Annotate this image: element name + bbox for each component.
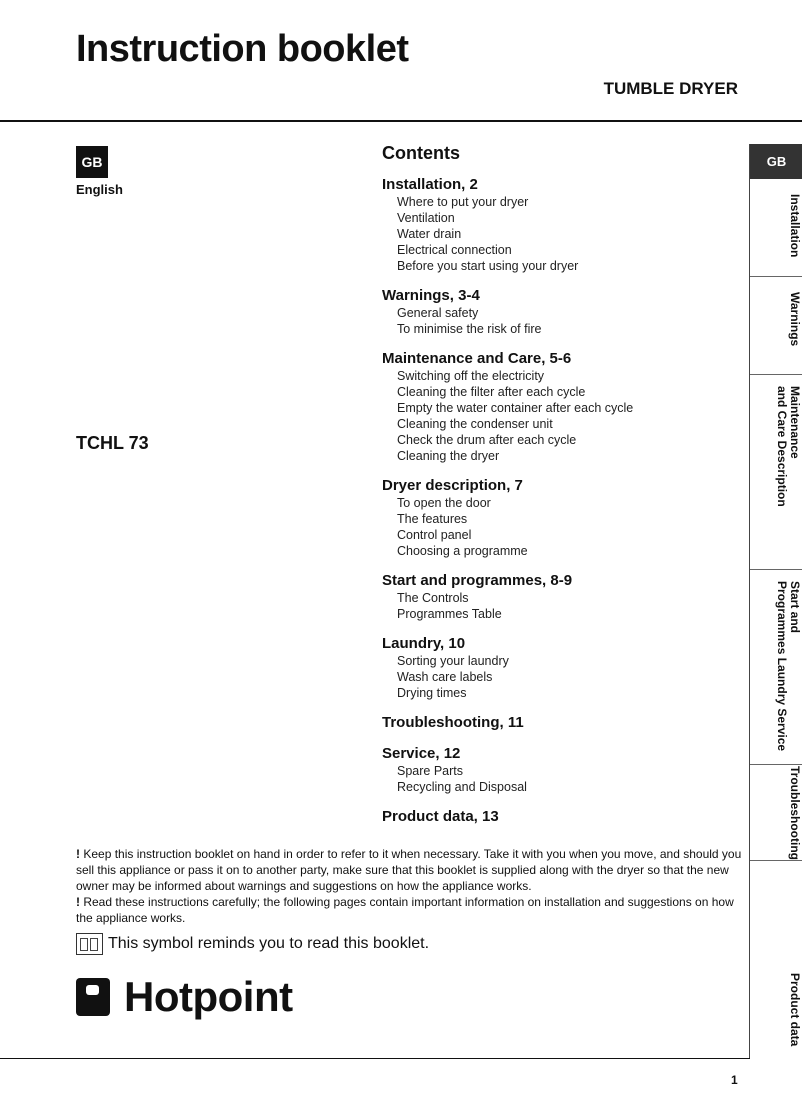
contents-section-title[interactable]: Laundry, 10 bbox=[382, 635, 466, 652]
top-divider bbox=[0, 120, 802, 122]
contents-section bbox=[382, 287, 742, 337]
contents-item[interactable]: Drying times bbox=[397, 686, 467, 700]
contents-section-title[interactable]: Service, 12 bbox=[382, 745, 461, 762]
contents-section bbox=[382, 714, 742, 732]
sidebar-tab-troubleshooting[interactable] bbox=[750, 765, 802, 861]
bottom-divider bbox=[0, 1058, 750, 1059]
contents-item[interactable]: Choosing a programme bbox=[397, 544, 528, 558]
book-page-left bbox=[80, 938, 88, 951]
contents-item[interactable]: Water drain bbox=[397, 227, 462, 241]
contents-item[interactable]: To minimise the risk of fire bbox=[397, 322, 542, 336]
language-name: English bbox=[76, 182, 123, 197]
note-keep-booklet bbox=[76, 846, 742, 894]
book-page-right bbox=[90, 938, 98, 951]
contents-section bbox=[382, 572, 742, 622]
contents-item[interactable]: Sorting your laundry bbox=[397, 654, 509, 668]
sidebar-tab-label: Product data bbox=[788, 973, 802, 1047]
sidebar-tab-label: Warnings bbox=[788, 292, 802, 347]
sidebar-tab-label: Troubleshooting bbox=[788, 766, 802, 860]
sidebar-tab-maintenance-description[interactable] bbox=[750, 375, 802, 570]
table-of-contents bbox=[382, 142, 742, 839]
hotpoint-mark-dot bbox=[86, 985, 99, 995]
note-text: Read these instructions carefully; the following pages contain important information on installation and suggestions on how the appliance works. bbox=[76, 895, 734, 925]
contents-item[interactable]: Where to put your dryer bbox=[397, 195, 529, 209]
contents-sections bbox=[382, 176, 742, 826]
contents-section-title[interactable]: Start and programmes, 8-9 bbox=[382, 572, 573, 589]
sidebar-tab-start-laundry-service[interactable] bbox=[750, 570, 802, 765]
contents-section-title[interactable]: Maintenance and Care, 5-6 bbox=[382, 350, 572, 367]
model-number: TCHL 73 bbox=[76, 433, 149, 453]
brand-logo bbox=[76, 974, 293, 1020]
contents-section bbox=[382, 635, 742, 701]
contents-item[interactable]: Before you start using your dryer bbox=[397, 259, 579, 273]
page-number: 1 bbox=[731, 1073, 738, 1087]
contents-item[interactable]: Switching off the electricity bbox=[397, 369, 545, 383]
contents-section bbox=[382, 808, 742, 826]
contents-item[interactable]: Control panel bbox=[397, 528, 472, 542]
page-title: Instruction booklet bbox=[76, 28, 409, 70]
sidebar-tab-label: Start and Programmes Laundry Service bbox=[775, 581, 802, 752]
contents-section-title[interactable]: Warnings, 3-4 bbox=[382, 287, 480, 304]
contents-item[interactable]: The Controls bbox=[397, 591, 469, 605]
section-tabs-sidebar bbox=[749, 144, 802, 1058]
contents-item[interactable]: Check the drum after each cycle bbox=[397, 433, 577, 447]
contents-section bbox=[382, 745, 742, 795]
sidebar-tab-product-data[interactable] bbox=[750, 958, 802, 1058]
contents-item[interactable]: Ventilation bbox=[397, 211, 455, 225]
product-type: TUMBLE DRYER bbox=[603, 79, 738, 98]
open-book-icon bbox=[76, 933, 103, 955]
read-booklet-symbol-line bbox=[76, 933, 429, 955]
contents-section bbox=[382, 176, 742, 274]
contents-item[interactable]: To open the door bbox=[397, 496, 491, 510]
contents-section-title[interactable]: Troubleshooting, 11 bbox=[382, 714, 524, 731]
contents-item[interactable]: Electrical connection bbox=[397, 243, 512, 257]
contents-heading: Contents bbox=[382, 143, 460, 163]
contents-item[interactable]: General safety bbox=[397, 306, 479, 320]
note-read-instructions bbox=[76, 894, 742, 926]
exclamation-icon: ! bbox=[76, 895, 80, 909]
hotpoint-mark-icon bbox=[76, 978, 110, 1016]
contents-section bbox=[382, 350, 742, 464]
contents-item[interactable]: Spare Parts bbox=[397, 764, 464, 778]
brand-name: Hotpoint bbox=[124, 973, 293, 1020]
contents-item[interactable]: Cleaning the filter after each cycle bbox=[397, 385, 586, 399]
sidebar-tab-label: Installation bbox=[788, 194, 802, 258]
notes-block bbox=[76, 846, 742, 926]
exclamation-icon: ! bbox=[76, 847, 80, 861]
contents-section-title[interactable]: Installation, 2 bbox=[382, 176, 478, 193]
sidebar-tab-gb[interactable]: GB bbox=[750, 144, 802, 179]
contents-item[interactable]: Cleaning the condenser unit bbox=[397, 417, 553, 431]
sidebar-tab-label: Maintenance and Care Description bbox=[775, 386, 802, 507]
note-text: Keep this instruction booklet on hand in order to refer to it when necessary. Take it with you when you move, and should you sell this appliance or pass it on to another party, make sure that this booklet is supplied along with the dryer so that the new owner may be informed about warnings and suggestions on how the appliance works. bbox=[76, 847, 742, 893]
symbol-text: This symbol reminds you to read this booklet. bbox=[108, 935, 430, 952]
contents-section bbox=[382, 477, 742, 559]
contents-section-title[interactable]: Dryer description, 7 bbox=[382, 477, 523, 494]
contents-item[interactable]: Empty the water container after each cycle bbox=[397, 401, 634, 415]
contents-item[interactable]: Wash care labels bbox=[397, 670, 493, 684]
language-badge: GB bbox=[76, 146, 108, 178]
contents-item[interactable]: Programmes Table bbox=[397, 607, 502, 621]
contents-section-title[interactable]: Product data, 13 bbox=[382, 808, 499, 825]
contents-item[interactable]: Recycling and Disposal bbox=[397, 780, 527, 794]
contents-item[interactable]: The features bbox=[397, 512, 468, 526]
sidebar-tab-installation[interactable] bbox=[750, 179, 802, 277]
sidebar-tab-warnings[interactable] bbox=[750, 277, 802, 375]
contents-item[interactable]: Cleaning the dryer bbox=[397, 449, 500, 463]
